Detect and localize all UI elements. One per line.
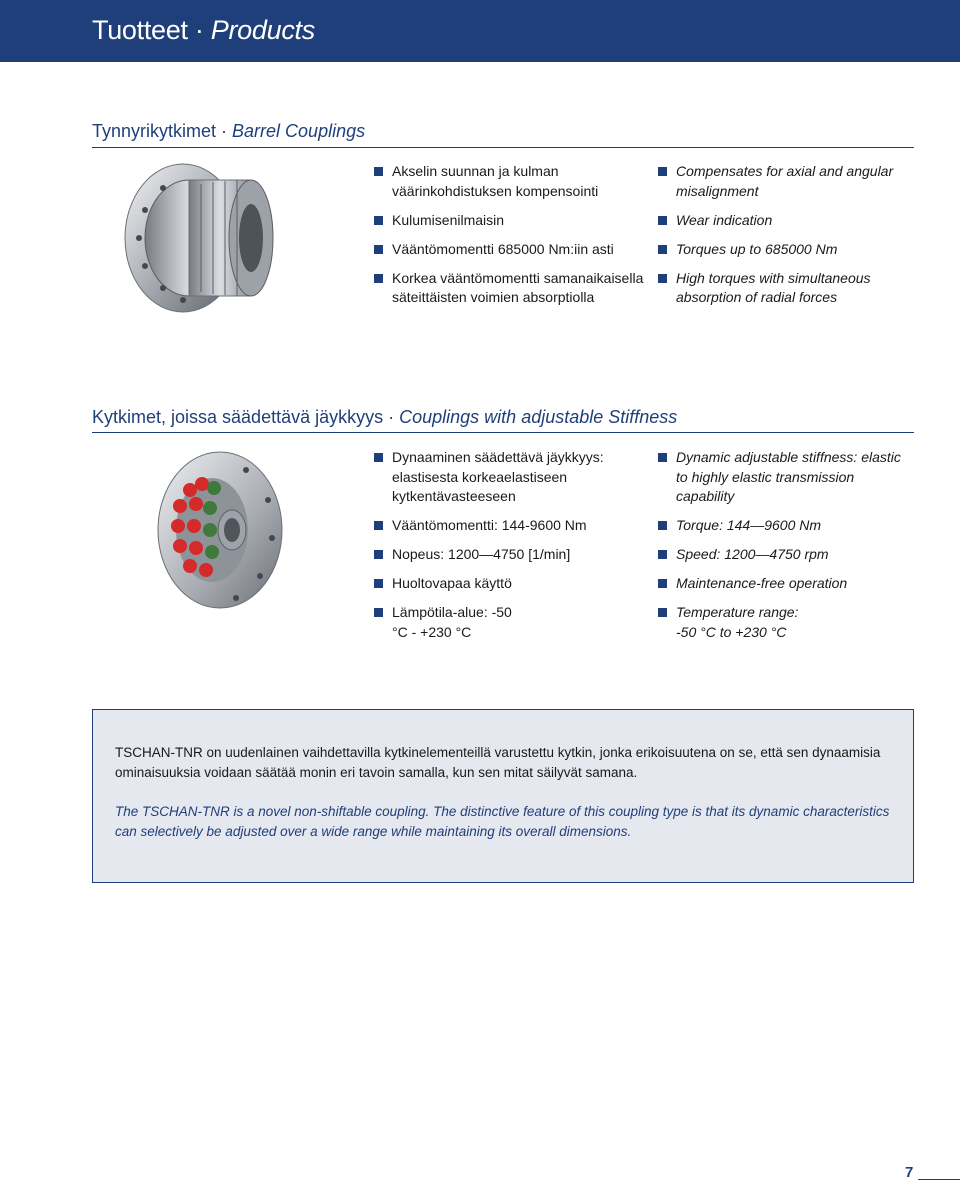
section-title-adjustable-stiffness bbox=[92, 407, 677, 428]
list-item: Wear indication bbox=[658, 211, 914, 231]
info-box bbox=[92, 709, 914, 883]
page-number-rule bbox=[918, 1179, 960, 1180]
page-header bbox=[0, 0, 960, 62]
list-item: High torques with simultaneous absorption of radial forces bbox=[658, 269, 914, 308]
section-divider bbox=[92, 432, 914, 433]
barrel-features-en bbox=[658, 162, 914, 317]
list-item: Temperature range: -50 °C to +230 °C bbox=[658, 603, 816, 642]
adjustable-stiffness-coupling-illustration bbox=[150, 448, 290, 613]
list-item: Lämpötila-alue: -50 °C - +230 °C bbox=[374, 603, 522, 642]
list-item: Korkea vääntömomentti samanaikaisella säteittäisten voimien absorptiolla bbox=[374, 269, 644, 308]
section-title-fi: Tynnyrikytkimet bbox=[92, 121, 217, 141]
section-title-en: Couplings with adjustable Stiffness bbox=[399, 407, 678, 427]
page-number: 7 bbox=[905, 1164, 914, 1181]
barrel-coupling-illustration bbox=[105, 158, 290, 318]
list-item: Huoltovapaa käyttö bbox=[374, 574, 644, 594]
section-title-en: Barrel Couplings bbox=[232, 121, 366, 141]
list-item: Torque: 144—9600 Nm bbox=[658, 516, 916, 536]
list-item: Dynamic adjustable stiffness: elastic to highly elastic transmission capability bbox=[658, 448, 916, 507]
section-divider bbox=[92, 147, 914, 148]
section-title-barrel-couplings bbox=[92, 121, 365, 142]
list-item: Dynaaminen säädettävä jäykkyys: elastisesta korkeaelastiseen kytkentävasteeseen bbox=[374, 448, 644, 507]
section-title-fi: Kytkimet, joissa säädettävä jäykkyys bbox=[92, 407, 384, 427]
list-item: Torques up to 685000 Nm bbox=[658, 240, 914, 260]
section-title-separator: · bbox=[216, 121, 233, 141]
list-item: Akselin suunnan ja kulman väärinkohdistuksen kompensointi bbox=[374, 162, 644, 201]
list-item: Maintenance-free operation bbox=[658, 574, 916, 594]
section-title-separator: · bbox=[383, 407, 400, 427]
page-title-fi: Tuotteet bbox=[92, 15, 188, 45]
list-item: Compensates for axial and angular misalignment bbox=[658, 162, 914, 201]
stiffness-features-en bbox=[658, 448, 916, 652]
stiffness-features-fi bbox=[374, 448, 644, 652]
page-title bbox=[92, 15, 315, 46]
page-title-en: Products bbox=[210, 15, 315, 45]
list-item: Vääntömomentti 685000 Nm:iin asti bbox=[374, 240, 644, 260]
info-text-en: The TSCHAN-TNR is a novel non-shiftable coupling. The distinctive feature of this coupling type is that its dynamic characteristics can selectively be adjusted over a wide range while maintaining its overall dimensions. bbox=[115, 804, 890, 839]
title-separator: · bbox=[187, 15, 211, 45]
list-item: Kulumisenilmaisin bbox=[374, 211, 644, 231]
list-item: Speed: 1200—4750 rpm bbox=[658, 545, 916, 565]
barrel-features-fi bbox=[374, 162, 644, 317]
list-item: Nopeus: 1200—4750 [1/min] bbox=[374, 545, 644, 565]
info-text-fi: TSCHAN-TNR on uudenlainen vaihdettavilla kytkinelementeillä varustettu kytkin, jonka erikoisuutena on se, että sen dynaamisia ominaisuuksia voidaan säätää monin eri tavoin samalla, kun sen mitat säilyvät samana. bbox=[115, 745, 881, 780]
list-item: Vääntömomentti: 144-9600 Nm bbox=[374, 516, 644, 536]
